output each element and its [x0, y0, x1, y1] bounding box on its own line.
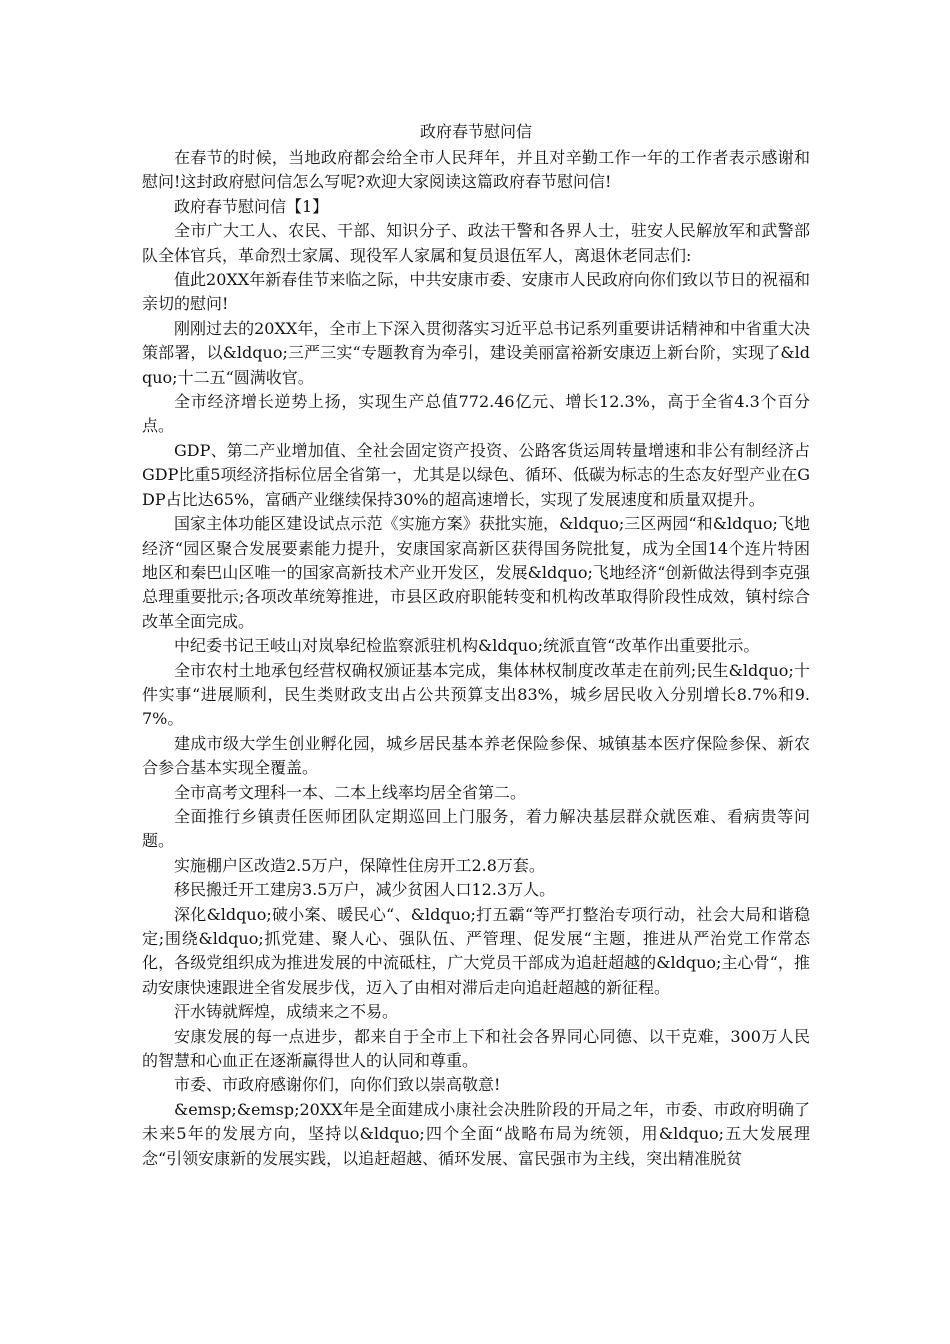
paragraph: 国家主体功能区建设试点示范《实施方案》获批实施，&ldquo;三区两园“和&ldquo;飞地经济“园区聚合发展要素能力提升，安康国家高新区获得国务院批复，成为全国14个连片特困地区和秦巴山区唯一的国家高新技术产业开发区，发展&ldquo;飞地经济“创新做法得到李克强总理重要批示;各项改革统筹推进，市县区政府职能转变和机构改革取得阶段性成效，镇村综合改革全面完成。 [142, 514, 810, 631]
document-page [142, 120, 810, 1171]
paragraph: 刚刚过去的20XX年，全市上下深入贯彻落实习近平总书记系列重要讲话精神和中省重大决策部署，以&ldquo;三严三实“专题教育为牵引，建设美丽富裕新安康迈上新台阶，实现了&ldquo;十二五“圆满收官。 [142, 318, 810, 387]
paragraph: &emsp;&emsp;20XX年是全面建成小康社会决胜阶段的开局之年，市委、市政府明确了未来5年的发展方向，坚持以&ldquo;四个全面“战略布局为统领，用&ldquo;五大发展理念“引领安康新的发展实践，以追赶超越、循环发展、富民强市为主线，突出精准脱贫 [142, 1099, 810, 1168]
paragraph: 全面推行乡镇责任医师团队定期巡回上门服务，着力解决基层群众就医难、看病贵等问题。 [142, 806, 810, 851]
paragraph: 在春节的时候，当地政府都会给全市人民拜年，并且对辛勤工作一年的工作者表示感谢和慰问!这封政府慰问信怎么写呢?欢迎大家阅读这篇政府春节慰问信! [142, 148, 810, 192]
paragraph: 全市高考文理科一本、二本上线率均居全省第二。 [174, 782, 527, 802]
paragraph: 安康发展的每一点进步，都来自于全市上下和社会各界同心同德、以干克难，300万人民的智慧和心血正在逐渐赢得世人的认同和尊重。 [142, 1026, 810, 1071]
paragraph: 实施棚户区改造2.5万户，保障性住房开工2.8万套。 [174, 855, 545, 875]
paragraph: 值此20XX年新春佳节来临之际，中共安康市委、安康市人民政府向你们致以节日的祝福和亲切的慰问! [142, 270, 810, 314]
paragraph: 深化&ldquo;破小案、暖民心“、&ldquo;打五霸“等严打整治专项行动，社会大局和谐稳定;围绕&ldquo;抓党建、聚人心、强队伍、严管理、促发展“主题，推进从严治党工作常态化，各级党组织成为推进发展的中流砥柱，广大党员干部成为追赶超越的&ldquo;主心骨“，推动安康快速跟进全省发展步伐，迈入了由相对滞后走向追赶超越的新征程。 [142, 904, 810, 997]
document-body [142, 146, 810, 1171]
paragraph: 市委、市政府感谢你们，向你们致以崇高敬意! [174, 1075, 501, 1095]
document-title: 政府春节慰问信 [419, 122, 532, 141]
paragraph: 全市经济增长逆势上扬，实现生产总值772.46亿元、增长12.3%，高于全省4.3个百分点。 [142, 392, 810, 436]
paragraph: 中纪委书记王岐山对岚皋纪检监察派驻机构&ldquo;统派直管“改革作出重要批示。 [174, 636, 760, 656]
paragraph: 汗水铸就辉煌，成绩来之不易。 [174, 1002, 399, 1022]
paragraph: 建成市级大学生创业孵化园，城乡居民基本养老保险参保、城镇基本医疗保险参保、新农合参合基本实现全覆盖。 [142, 733, 810, 778]
paragraph: 政府春节慰问信【1】 [174, 196, 329, 216]
paragraph: 全市广大工人、农民、干部、知识分子、政法干警和各界人士，驻安人民解放军和武警部队全体官兵，革命烈士家属、现役军人家属和复员退伍军人，离退休老同志们: [142, 221, 810, 265]
paragraph: 全市农村土地承包经营权确权颁证基本完成，集体林权制度改革走在前列;民生&ldquo;十件实事“进展顺利，民生类财政支出占公共预算支出83%，城乡居民收入分别增长8.7%和9.7%。 [142, 660, 810, 729]
paragraph: 移民搬迁开工建房3.5万户，减少贫困人口12.3万人。 [174, 880, 556, 900]
paragraph: GDP、第二产业增加值、全社会固定资产投资、公路客货运周转量增速和非公有制经济占GDP比重5项经济指标位居全省第一，尤其是以绿色、循环、低碳为标志的生态友好型产业在GDP占比达65%，富硒产业继续保持30%的超高速增长，实现了发展速度和质量双提升。 [142, 440, 810, 509]
